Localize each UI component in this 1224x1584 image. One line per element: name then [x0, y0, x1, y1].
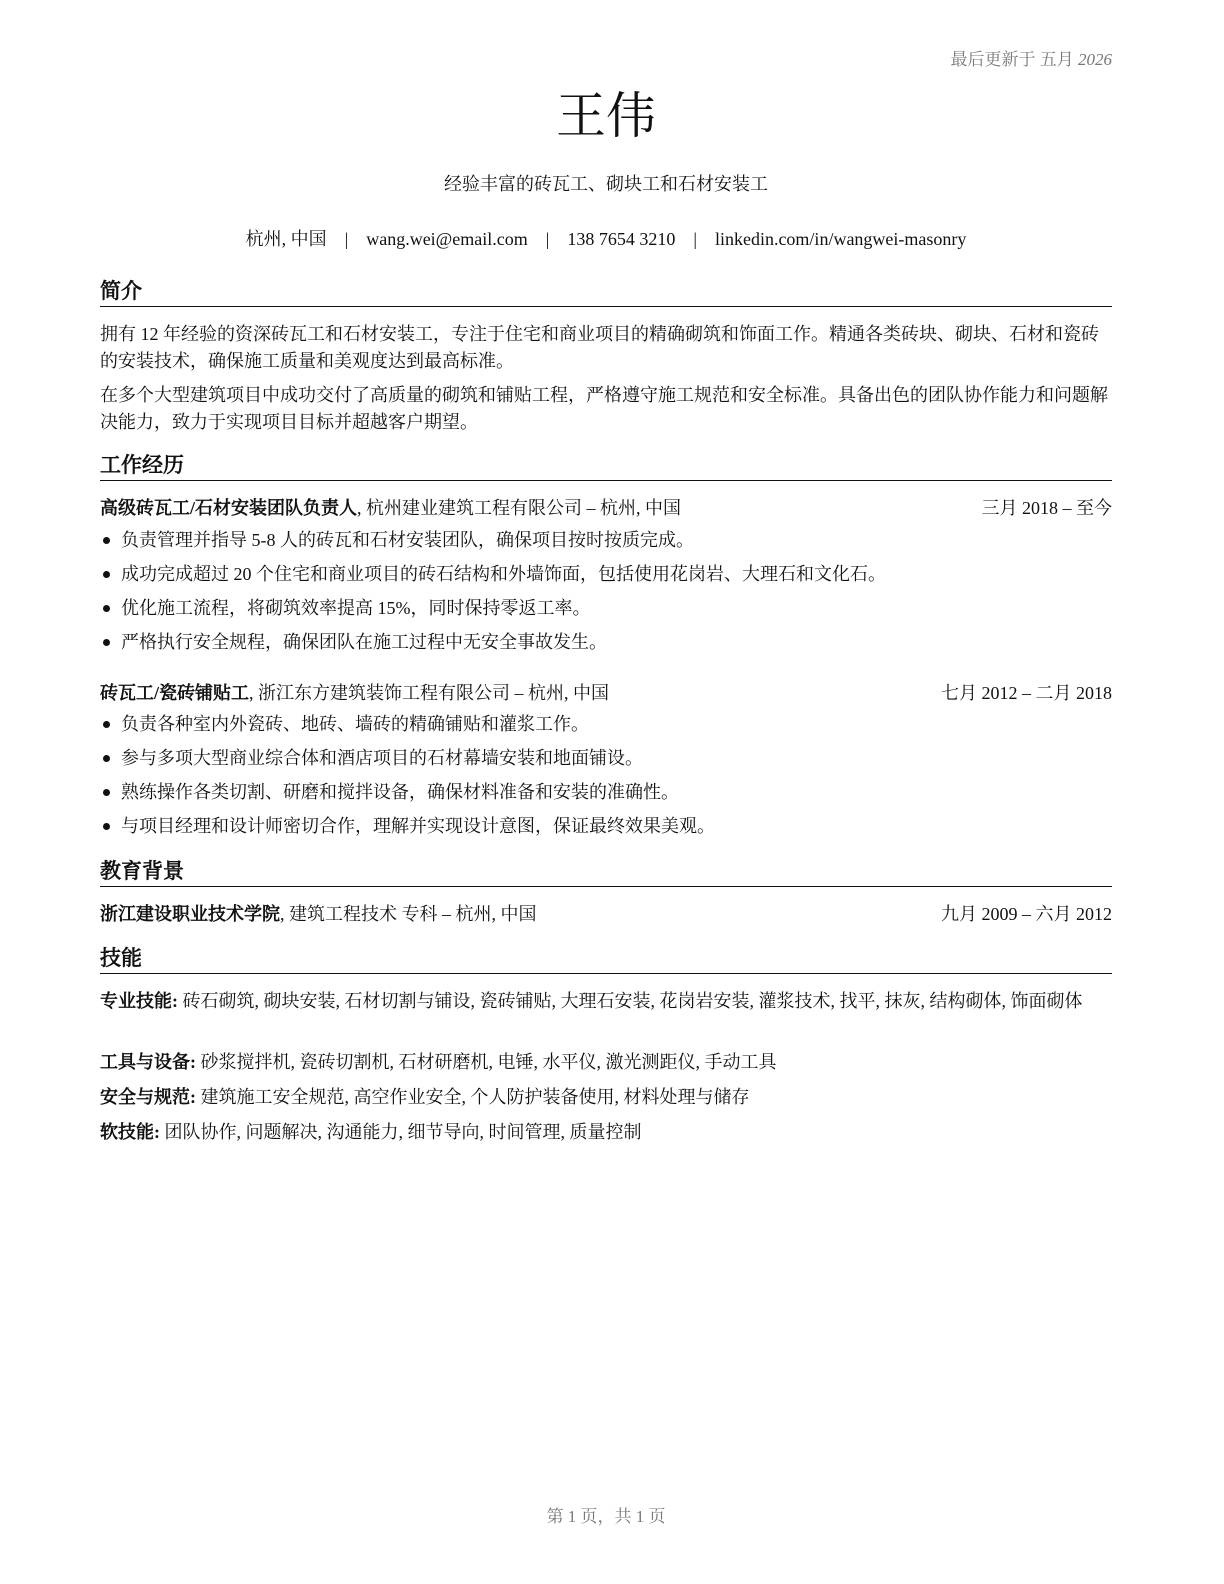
- bullet-text: 优化施工流程，将砌筑效率提高 15%，同时保持零返工率。: [121, 598, 591, 618]
- list-item: [100, 712, 1112, 736]
- bullet-icon: [103, 571, 110, 578]
- contact-separator: |: [545, 229, 550, 249]
- skill-group: [100, 1084, 1112, 1111]
- summary-paragraph: 拥有 12 年经验的资深砖瓦工和石材安装工，专注于住宅和商业项目的精确砌筑和饰面工作。精通各类砖块、砌块、石材和瓷砖的安装技术，确保施工质量和美观度达到最高标准。: [100, 324, 1099, 371]
- job-header: [100, 496, 1112, 520]
- section-title-experience: 工作经历: [100, 451, 1112, 481]
- contact-separator: |: [344, 229, 349, 249]
- contact-linkedin[interactable]: linkedin.com/in/wangwei-masonry: [714, 229, 967, 249]
- skill-group-label: 专业技能:: [100, 991, 178, 1011]
- bullet-icon: [103, 755, 110, 762]
- bullet-icon: [103, 789, 110, 796]
- bullet-text: 负责管理并指导 5-8 人的砖瓦和石材安装团队，确保项目按时按质完成。: [121, 530, 694, 550]
- education-entry: [100, 902, 1112, 926]
- job-org: , 浙江东方建筑装饰工程有限公司 – 杭州, 中国: [249, 683, 610, 703]
- job-role: 砖瓦工/瓷砖铺贴工: [100, 683, 250, 703]
- job-org: , 杭州建业建筑工程有限公司 – 杭州, 中国: [357, 498, 681, 518]
- job-role: 高级砖瓦工/石材安装团队负责人: [100, 498, 357, 518]
- skill-group: [100, 988, 1112, 1015]
- list-item: [100, 630, 1112, 654]
- bullet-icon: [103, 721, 110, 728]
- list-item: [100, 528, 1112, 552]
- candidate-headline: 经验丰富的砖瓦工、砌块工和石材安装工: [444, 174, 768, 194]
- contact-email[interactable]: wang.wei@email.com: [366, 229, 528, 249]
- bullet-text: 熟练操作各类切割、研磨和搅拌设备，确保材料准备和安装的准确性。: [121, 782, 679, 802]
- section-title-education: 教育背景: [100, 857, 1112, 887]
- job-dates: 七月 2012 – 二月 2018: [941, 683, 1112, 703]
- skill-group-items: 砂浆搅拌机, 瓷砖切割机, 石材研磨机, 电锤, 水平仪, 激光测距仪, 手动工具: [196, 1052, 777, 1072]
- education-detail: , 建筑工程技术 专科 – 杭州, 中国: [280, 904, 537, 924]
- bullet-icon: [103, 639, 110, 646]
- skill-group-label: 工具与设备:: [100, 1052, 196, 1072]
- contact-separator: |: [693, 229, 697, 249]
- list-item: [100, 780, 1112, 804]
- bullet-text: 成功完成超过 20 个住宅和商业项目的砖石结构和外墙饰面，包括使用花岗岩、大理石和文化石。: [121, 564, 886, 584]
- last-updated: [951, 45, 1113, 70]
- contact-phone: 138 7654 3210: [567, 229, 676, 249]
- bullet-icon: [103, 537, 110, 544]
- last-updated-year: 2026: [1078, 50, 1112, 69]
- education-dates: 九月 2009 – 六月 2012: [941, 904, 1112, 924]
- list-item: [100, 746, 1112, 770]
- last-updated-label: 最后更新于 五月: [950, 50, 1074, 69]
- contact-line: [100, 225, 1112, 251]
- bullet-text: 与项目经理和设计师密切合作，理解并实现设计意图，保证最终效果美观。: [121, 816, 715, 836]
- job-header: [100, 681, 1112, 705]
- bullet-text: 严格执行安全规程，确保团队在施工过程中无安全事故发生。: [121, 632, 607, 652]
- bullet-text: 负责各种室内外瓷砖、地砖、墙砖的精确铺贴和灌浆工作。: [121, 714, 589, 734]
- section-title-skills: 技能: [100, 944, 1112, 974]
- skill-group-items: 砖石砌筑, 砌块安装, 石材切割与铺设, 瓷砖铺贴, 大理石安装, 花岗岩安装, 灌浆技术, 找平, 抹灰, 结构砌体, 饰面砌体: [178, 991, 1083, 1011]
- candidate-name: 王伟: [556, 87, 656, 145]
- page-number: 第 1 页，共 1 页: [546, 1507, 666, 1526]
- bullet-icon: [103, 605, 110, 612]
- job-dates: 三月 2018 – 至今: [981, 498, 1112, 518]
- skill-group-items: 团队协作, 问题解决, 沟通能力, 细节导向, 时间管理, 质量控制: [160, 1122, 642, 1142]
- job-bullets: [100, 528, 1112, 664]
- list-item: [100, 814, 1112, 838]
- resume-page: [100, 0, 1112, 1584]
- skill-group-label: 安全与规范:: [100, 1087, 196, 1107]
- skill-group-label: 软技能:: [100, 1122, 160, 1142]
- skill-group-items: 建筑施工安全规范, 高空作业安全, 个人防护装备使用, 材料处理与储存: [196, 1087, 750, 1107]
- bullet-icon: [103, 823, 110, 830]
- summary-paragraph: 在多个大型建筑项目中成功交付了高质量的砌筑和铺贴工程，严格遵守施工规范和安全标准。具备出色的团队协作能力和问题解决能力，致力于实现项目目标并超越客户期望。: [100, 385, 1108, 432]
- skill-group: [100, 1119, 1112, 1146]
- list-item: [100, 562, 1112, 586]
- education-school: 浙江建设职业技术学院: [100, 904, 280, 924]
- list-item: [100, 596, 1112, 620]
- section-title-summary: 简介: [100, 277, 1112, 307]
- skill-group: [100, 1049, 1112, 1076]
- job-bullets: [100, 712, 1112, 848]
- bullet-text: 参与多项大型商业综合体和酒店项目的石材幕墙安装和地面铺设。: [121, 748, 643, 768]
- contact-location: 杭州, 中国: [245, 229, 327, 249]
